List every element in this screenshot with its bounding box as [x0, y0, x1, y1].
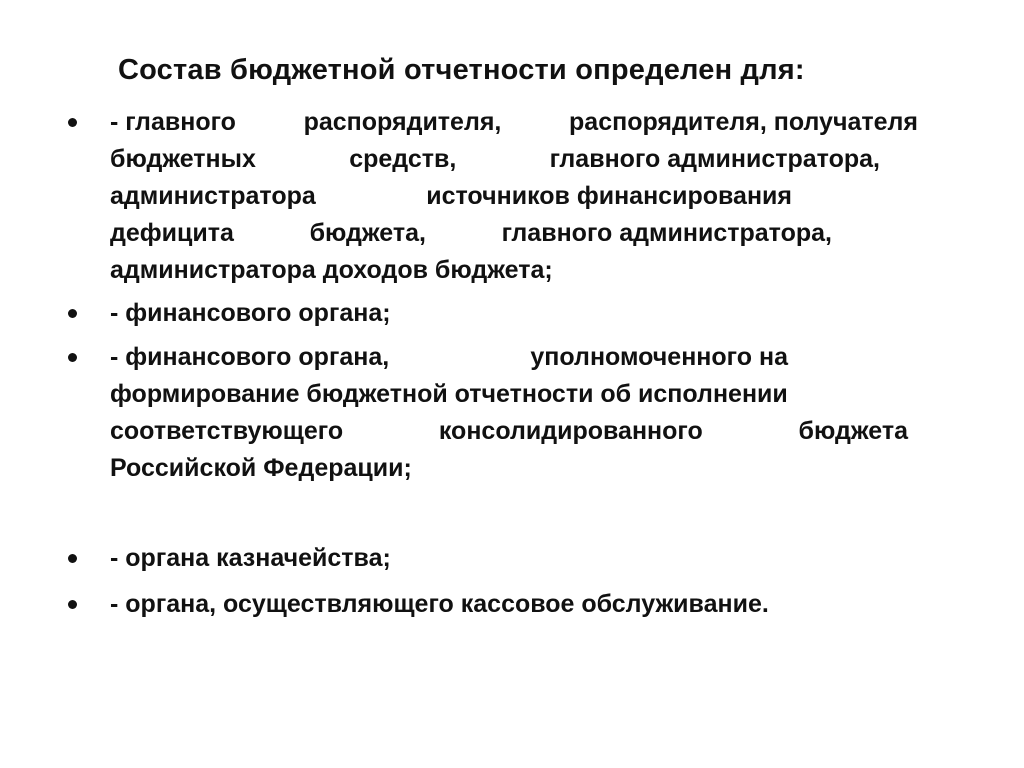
- text-segment: распорядителя, получателя: [569, 108, 918, 136]
- text-line: [110, 178, 792, 215]
- text-segment: средств,: [349, 145, 457, 173]
- bullet-dot-icon: [68, 600, 77, 609]
- text-segment: администратора: [110, 182, 316, 210]
- bullet-dot-icon: [68, 118, 77, 127]
- text-line: формирование бюджетной отчетности об исполнении: [110, 380, 788, 408]
- bullet-dot-icon: [68, 353, 77, 362]
- text-segment: бюджетных: [110, 145, 256, 173]
- text-segment: - финансового органа,: [110, 343, 390, 371]
- text-segment: бюджета: [798, 417, 908, 445]
- text-line: администратора доходов бюджета;: [110, 256, 553, 284]
- text-segment: главного администратора,: [549, 145, 880, 173]
- text-line: [110, 339, 788, 376]
- text-line: [110, 104, 918, 141]
- text-line: [110, 141, 880, 178]
- text-segment: главного администратора,: [501, 219, 832, 247]
- bullet-dot-icon: [68, 554, 77, 563]
- slide-title: Состав бюджетной отчетности определен для:: [118, 54, 805, 86]
- text-line: [110, 215, 832, 252]
- text-segment: соответствующего: [110, 417, 344, 445]
- text-line: - органа казначейства;: [110, 544, 391, 572]
- text-line: Российской Федерации;: [110, 454, 412, 482]
- text-line: - органа, осуществляющего кассовое обслуживание.: [110, 590, 769, 618]
- text-line: - финансового органа;: [110, 299, 391, 327]
- text-line: [110, 413, 908, 450]
- text-segment: дефицита: [110, 219, 234, 247]
- text-segment: бюджета,: [309, 219, 426, 247]
- bullet-dot-icon: [68, 309, 77, 318]
- text-segment: консолидированного: [438, 417, 703, 445]
- text-segment: источников финансирования: [426, 182, 792, 210]
- text-segment: уполномоченного на: [530, 343, 788, 371]
- text-segment: - главного: [110, 108, 236, 136]
- text-segment: распорядителя,: [303, 108, 502, 136]
